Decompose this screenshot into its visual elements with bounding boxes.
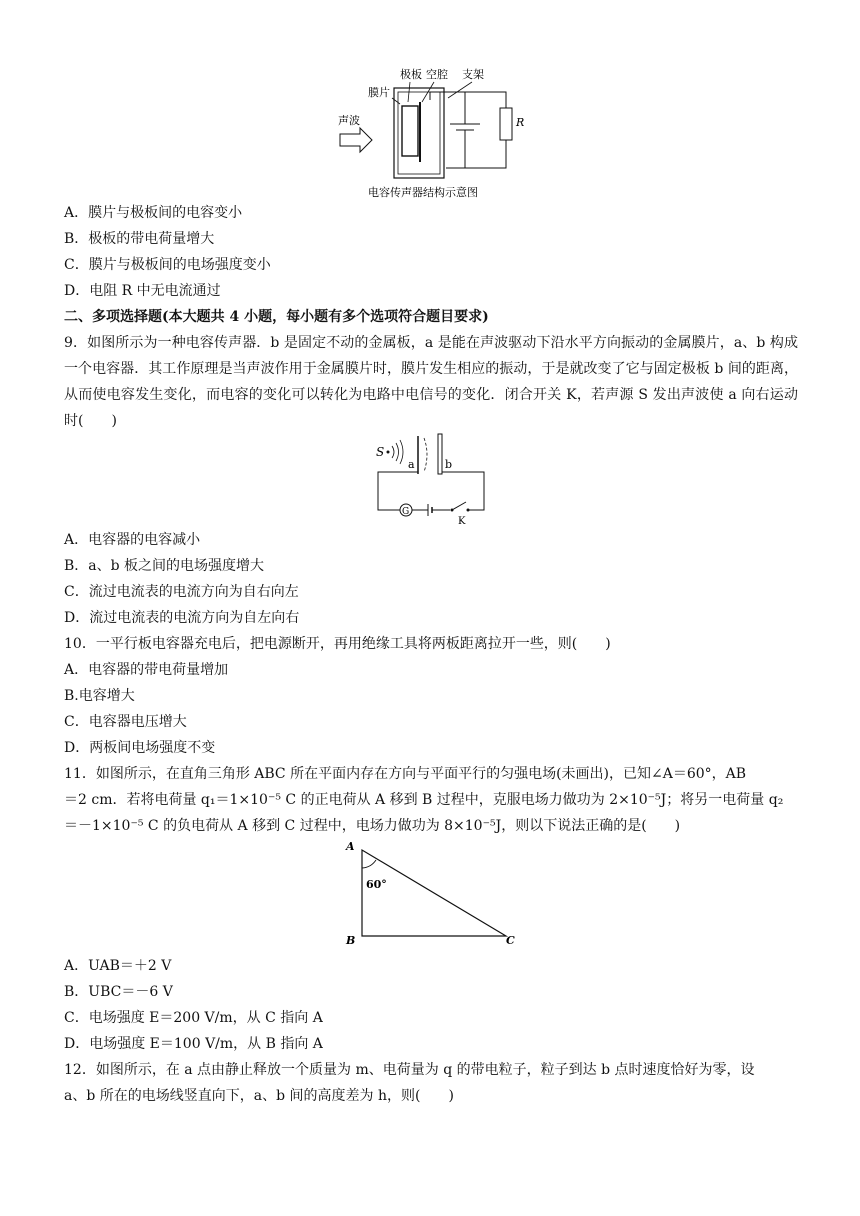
label-vertex-b: B [346, 934, 356, 947]
label-plate-a: a [408, 458, 415, 471]
q12-stem-line2: a、b 所在的电场线竖直向下，a、b 间的高度差为 h，则( ) [64, 1088, 454, 1104]
microphone-structure-diagram [330, 62, 530, 202]
q8-option-b: B．极板的带电荷量增大 [64, 231, 215, 247]
q11-stem-line2: ＝2 cm．若将电荷量 q₁＝1×10⁻⁵ C 的正电荷从 A 移到 B 过程中，克服电场力做功为 2×10⁻⁵J；将另一电荷量 q₂ [64, 792, 784, 808]
triangle-abc-diagram [340, 838, 530, 950]
q10-option-a: A．电容器的带电荷量增加 [64, 662, 229, 678]
q10-stem: 10．一平行板电容器充电后，把电源断开，再用绝缘工具将两板距离拉开一些，则( ) [64, 636, 611, 652]
label-plate: 极板 [400, 68, 422, 81]
q8-option-d: D．电阻 R 中无电流通过 [64, 283, 221, 299]
q10-option-d: D．两板间电场强度不变 [64, 740, 216, 756]
q11-stem-line1: 11．如图所示，在直角三角形 ABC 所在平面内存在方向与平面平行的匀强电场(未画出)，已知∠A＝60°，AB [64, 766, 747, 782]
label-vertex-a: A [346, 840, 355, 853]
q11-option-d: D．电场强度 E＝100 V/m，从 B 指向 A [64, 1036, 323, 1052]
label-plate-b: b [445, 458, 453, 471]
label-vertex-c: C [506, 934, 515, 947]
label-support: 支架 [462, 68, 484, 81]
q10-option-c: C．电容器电压增大 [64, 714, 187, 730]
fig1-caption: 电容传声器结构示意图 [368, 186, 478, 199]
q11-option-a: A．UAB＝＋2 V [64, 958, 172, 974]
q9-option-d: D．流过电流表的电流方向为自左向右 [64, 610, 300, 626]
q9-option-b: B．a、b 板之间的电场强度增大 [64, 558, 265, 574]
q11-stem-line3: ＝－1×10⁻⁵ C 的负电荷从 A 移到 C 过程中，电场力做功为 8×10⁻⁵J，则以下说法正确的是( ) [64, 818, 681, 834]
label-switch-k: K [458, 516, 466, 526]
label-resistor: R [516, 116, 525, 129]
label-membrane: 膜片 [368, 86, 390, 99]
q8-option-a: A．膜片与极板间的电容变小 [64, 205, 243, 221]
q9-option-a: A．电容器的电容减小 [64, 532, 201, 548]
q9-option-c: C．流过电流表的电流方向为自右向左 [64, 584, 299, 600]
q11-option-c: C．电场强度 E＝200 V/m，从 C 指向 A [64, 1010, 323, 1026]
q10-option-b: B.电容增大 [64, 688, 135, 704]
label-cavity: 空腔 [426, 68, 448, 81]
section2-heading: 二、多项选择题(本大题共 4 小题，每小题有多个选项符合题目要求) [64, 309, 489, 325]
label-galvanometer: G [402, 507, 410, 517]
capacitor-circuit-diagram [372, 432, 492, 526]
q11-option-b: B．UBC＝－6 V [64, 984, 173, 1000]
q12-stem-line1: 12．如图所示，在 a 点由静止释放一个质量为 m、电荷量为 q 的带电粒子，粒子到达 b 点时速度恰好为零，设 [64, 1062, 755, 1078]
q9-stem: 9．如图所示为一种电容传声器．b 是固定不动的金属板，a 是能在声波驱动下沿水平方向振动的金属膜片，a、b 构成一个电容器．其工作原理是当声波作用于金属膜片时，膜片发生相应的振动，于是就改变了它与固定极板 b 间的距离，从而使电容发生变化，而电容的变化可以转化为电路中电信号的变化．闭合开关 K，若声源 S 发出声波使 a 向右运动时( ) [64, 335, 798, 429]
label-sound-wave: 声波 [338, 114, 360, 127]
label-angle-60: 60° [366, 878, 387, 891]
label-source-s: S [376, 445, 385, 459]
q8-option-c: C．膜片与极板间的电场强度变小 [64, 257, 271, 273]
